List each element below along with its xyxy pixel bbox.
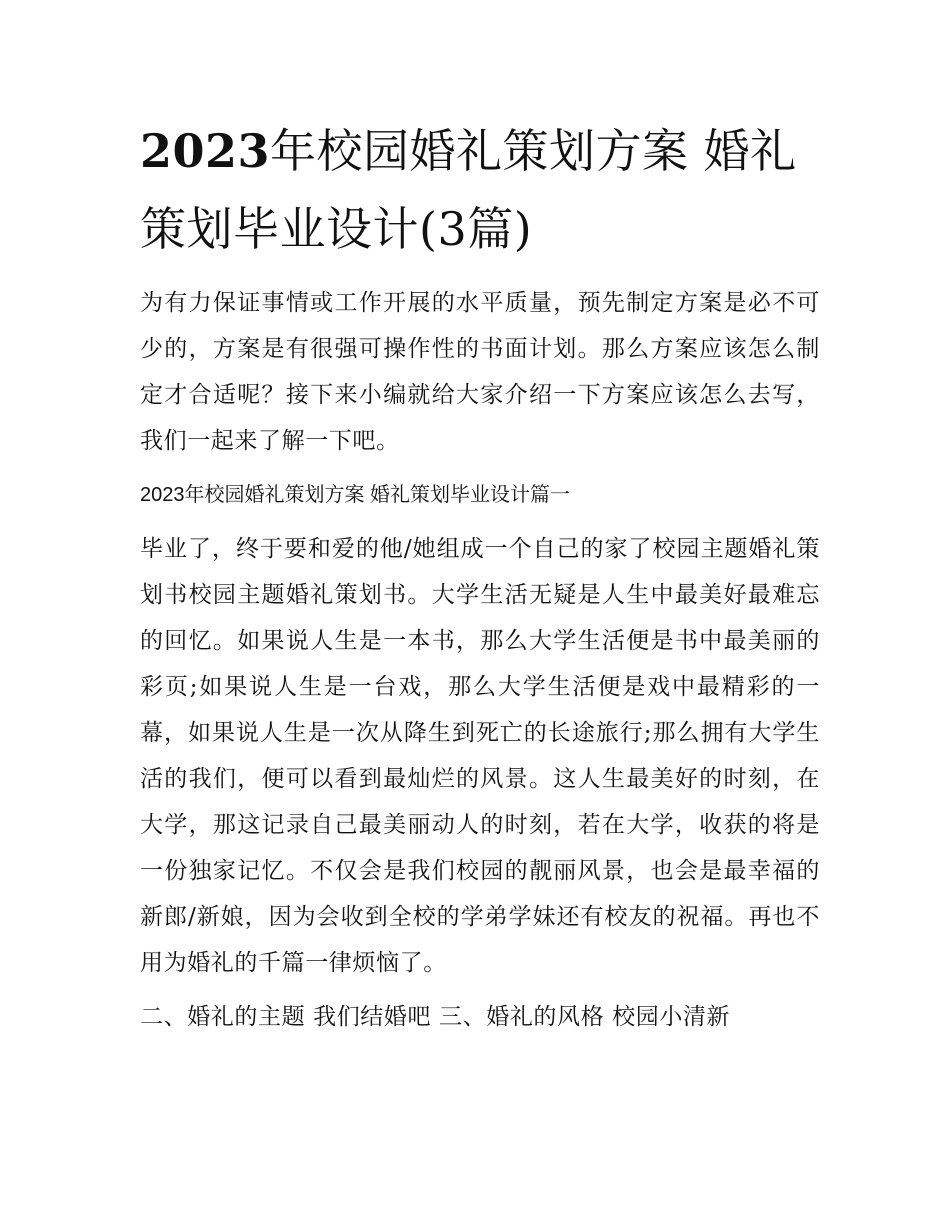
section-heading: 2023年校园婚礼策划方案 婚礼策划毕业设计篇一 — [140, 484, 571, 506]
main-paragraph: 毕业了，终于要和爱的他/她组成一个自己的家了校园主题婚礼策划书校园主题婚礼策划书。大学生活无疑是人生中最美好最难忘的回忆。如果说人生是一本书，那么大学生活便是书中最美丽的彩页;如果说人生是一台戏，那么大学生活便是戏中最精彩的一幕，如果说人生是一次从降生到死亡的长途旅行;那么拥有大学生活的我们，便可以看到最灿烂的风景。这人生最美好的时刻，在大学，那这记录自己最美丽动人的时刻，若在大学，收获的将是一份独家记忆。不仅会是我们校园的靓丽风景，也会是最幸福的新郎/新娘，因为会收到全校的学弟学妹还有校友的祝福。再也不用为婚礼的千篇一律烦恼了。 — [140, 536, 820, 976]
intro-paragraph: 为有力保证事情或工作开展的水平质量，预先制定方案是必不可少的，方案是有很强可操作性的书面计划。那么方案应该怎么制定才合适呢？接下来小编就给大家介绍一下方案应该怎么去写，我们一起来了解一下吧。 — [140, 290, 820, 454]
document-title — [140, 112, 820, 268]
theme-style-line: 二、婚礼的主题 我们结婚吧 三、婚礼的风格 校园小清新 — [140, 1004, 731, 1030]
title-year: 2023 — [140, 124, 271, 178]
document-body — [140, 280, 820, 1040]
title-text: 年校园婚礼策划方案 婚礼策划毕业设计(3篇) — [140, 124, 797, 256]
